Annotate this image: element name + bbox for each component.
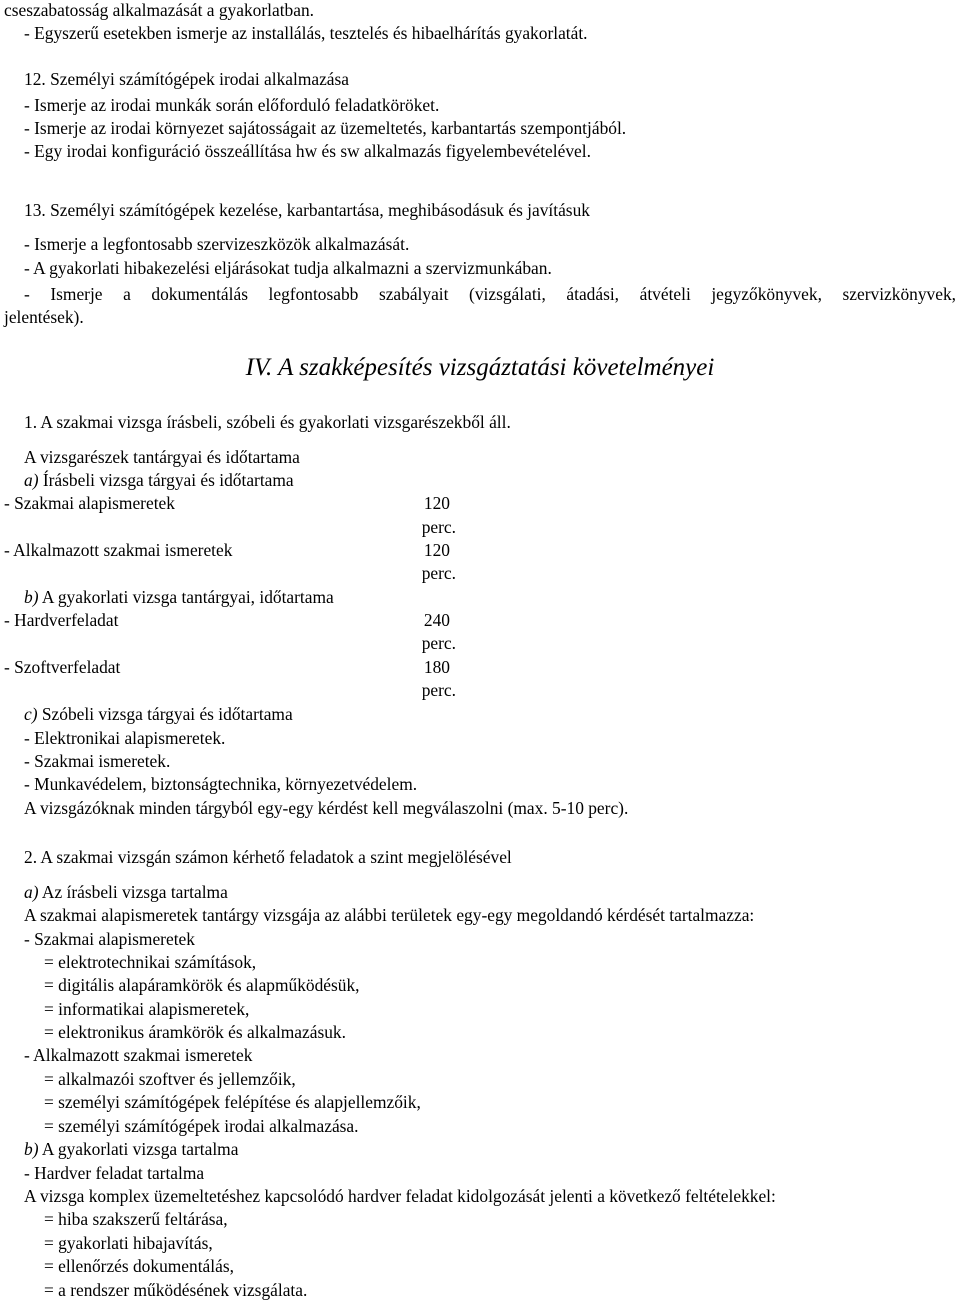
- list-item: = hiba szakszerű feltárása,: [44, 1209, 228, 1229]
- list-item: - Munkavédelem, biztonságtechnika, környezetvédelem.: [24, 774, 418, 794]
- list-item: = gyakorlati hibajavítás,: [44, 1233, 213, 1253]
- point-2: 2. A szakmai vizsgán számon kérhető feladatok a szint megjelölésével: [24, 847, 512, 867]
- table-row-unit: [4, 632, 456, 654]
- list-item: = elektrotechnikai számítások,: [44, 952, 257, 972]
- list-item: - Ismerje az irodai munkák során előforduló feladatköröket.: [24, 95, 440, 115]
- list-item: = digitális alapáramkörök és alapműködésük,: [44, 975, 360, 995]
- list-item: - Alkalmazott szakmai ismeretek: [24, 1045, 253, 1065]
- subject-label: - Szakmai alapismeretek: [4, 493, 175, 513]
- duration-unit: perc.: [421, 680, 456, 700]
- table-row: [4, 492, 450, 514]
- paragraph: A vizsga komplex üzemeltetéshez kapcsolódó hardver feladat kidolgozását jelenti a következő feltételekkel:: [24, 1186, 776, 1206]
- list-item: = a rendszer működésének vizsgálata.: [44, 1280, 308, 1300]
- list-item: = személyi számítógépek irodai alkalmazása.: [44, 1116, 359, 1136]
- chapter-title: IV. A szakképesítés vizsgáztatási követelményei: [245, 354, 715, 381]
- list-item: - Elektronikai alapismeretek.: [24, 728, 226, 748]
- duration-value: 180: [423, 657, 450, 677]
- duration-unit: perc.: [421, 633, 456, 653]
- list-item-continuation: jelentések).: [4, 307, 84, 327]
- subject-label: - Alkalmazott szakmai ismeretek: [4, 540, 233, 560]
- table-row-unit: [4, 679, 456, 701]
- list-item: - Hardver feladat tartalma: [24, 1163, 205, 1183]
- table-row: [4, 609, 450, 631]
- intro-line: cseszabatosság alkalmazását a gyakorlatban.: [4, 0, 314, 20]
- list-item: = alkalmazói szoftver és jellemzőik,: [44, 1069, 296, 1089]
- table-row: [4, 539, 450, 561]
- intro-line: - Egyszerű esetekben ismerje az installálás, tesztelés és hibaelhárítás gyakorlatát.: [24, 23, 588, 43]
- duration-value: 240: [423, 610, 450, 630]
- list-item: = informatikai alapismeretek,: [44, 999, 250, 1019]
- subject-label: - Szoftverfeladat: [4, 657, 121, 677]
- subjects-heading: A vizsgarészek tantárgyai és időtartama: [24, 447, 300, 467]
- table-row-unit: [4, 516, 456, 538]
- practical-content-subheading: b) A gyakorlati vizsga tartalma: [24, 1139, 239, 1159]
- table-row-unit: [4, 562, 456, 584]
- list-item: - Szakmai ismeretek.: [24, 751, 171, 771]
- duration-value: 120: [423, 493, 450, 513]
- subject-label: - Hardverfeladat: [4, 610, 119, 630]
- duration-value: 120: [423, 540, 450, 560]
- written-content-subheading: a) Az írásbeli vizsga tartalma: [24, 882, 228, 902]
- paragraph: A szakmai alapismeretek tantárgy vizsgája az alábbi területek egy-egy megoldandó kérdését tartalmazza:: [24, 905, 755, 925]
- list-item: - Egy irodai konfiguráció összeállítása hw és sw alkalmazás figyelembevételével.: [24, 141, 591, 161]
- list-item: - Ismerje a legfontosabb szervizeszközök alkalmazását.: [24, 234, 410, 254]
- duration-unit: perc.: [421, 563, 456, 583]
- section-12-heading: 12. Személyi számítógépek irodai alkalmazása: [24, 69, 349, 89]
- written-subheading: a) Írásbeli vizsga tárgyai és időtartama: [24, 470, 294, 490]
- list-item: - A gyakorlati hibakezelési eljárásokat tudja alkalmazni a szervizmunkában.: [24, 258, 552, 278]
- list-item: - Szakmai alapismeretek: [24, 929, 195, 949]
- list-item: = elektronikus áramkörök és alkalmazásuk.: [44, 1022, 346, 1042]
- list-item: - Ismerje az irodai környezet sajátosságait az üzemeltetés, karbantartás szempontjából.: [24, 118, 627, 138]
- section-13-heading: 13. Személyi számítógépek kezelése, karbantartása, meghibásodásuk és javításuk: [24, 200, 590, 220]
- list-item: - Ismerje a dokumentálás legfontosabb szabályait (vizsgálati, átadási, átvételi jegyzőkönyvek, szervizkönyvek,: [24, 284, 956, 304]
- point-1: 1. A szakmai vizsga írásbeli, szóbeli és gyakorlati vizsgarészekből áll.: [24, 412, 511, 432]
- table-row: [4, 656, 450, 678]
- duration-unit: perc.: [421, 517, 456, 537]
- practical-subheading: b) A gyakorlati vizsga tantárgyai, időtartama: [24, 587, 334, 607]
- oral-subheading: c) Szóbeli vizsga tárgyai és időtartama: [24, 704, 293, 724]
- oral-note: A vizsgázóknak minden tárgyból egy-egy kérdést kell megválaszolni (max. 5-10 perc).: [24, 798, 629, 818]
- list-item: = ellenőrzés dokumentálás,: [44, 1256, 234, 1276]
- list-item: = személyi számítógépek felépítése és alapjellemzőik,: [44, 1092, 421, 1112]
